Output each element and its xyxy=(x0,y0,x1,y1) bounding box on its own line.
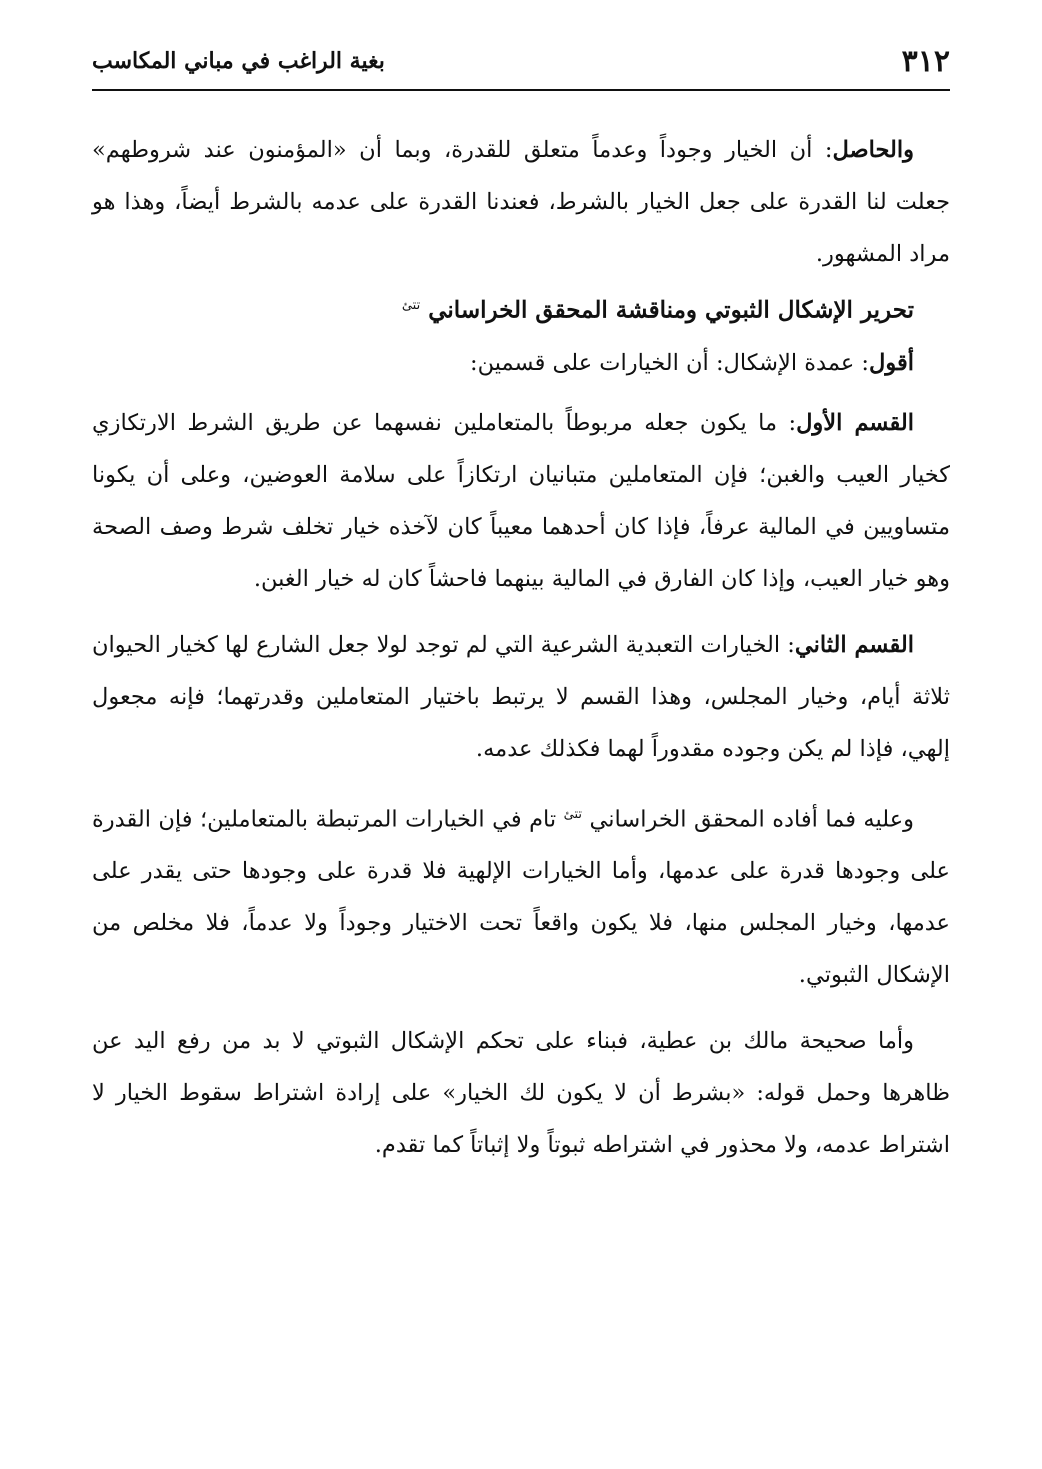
paragraph-lead: والحاصل xyxy=(832,137,914,163)
paragraph-text: وعليه فما أفاده المحقق الخراساني xyxy=(589,806,914,833)
paragraph-lead: أقول xyxy=(869,349,914,376)
paragraph-consequence xyxy=(92,789,950,1002)
paragraph-text: : أن الخيار وجوداً وعدماً متعلق للقدرة، وبما أن «المؤمنون عند شروطهم» جعلت لنا القدرة على جعل الخيار بالشرط، فعندنا القدرة على عدمه بالشرط أيضاً، وهذا هو مراد المشهور. xyxy=(92,137,950,267)
honorific-mark: تتئ xyxy=(401,298,421,313)
section-heading xyxy=(92,280,950,337)
page-number: ٣١٢ xyxy=(901,43,950,79)
paragraph-text: : الخيارات التعبدية الشرعية التي لم توجد لولا جعل الشارع لها كخيار الحيوان ثلاثة أيام، وخيار المجلس، وهذا القسم لا يرتبط باختيار المتعاملين وقدرتهما؛ فإنه مجعول إلهي، فإذا لم يكن وجوده مقدوراً لهما فكذلك عدمه. xyxy=(92,631,950,762)
paragraph-intro xyxy=(92,337,950,389)
paragraph-text: تام في الخيارات المرتبطة بالمتعاملين؛ فإن القدرة على وجودها قدرة على عدمها، وأما الخيارات الإلهية فلا قدرة على وجودها حتى يقدر على عدمها، وخيار المجلس منها، فلا يكون واقعاً تحت الاختيار وجوداً ولا عدماً، فلا مخلص من الإشكال الثبوتي. xyxy=(92,806,950,989)
paragraph-text: : ما يكون جعله مربوطاً بالمتعاملين نفسهما عن طريق الشرط الارتكازي كخيار العيب والغبن؛ فإن المتعاملين متبانيان ارتكازاً على سلامة العوضين، وعلى أن يكونا متساويين في المالية عرفاً، فإذا كان أحدهما معيباً كان لآخذه خيار تخلف شرط وصف الصحة وهو خيار العيب، وإذا كان الفارق في المالية بينهما فاحشاً كان له خيار الغبن. xyxy=(92,409,950,592)
paragraph-conclusion xyxy=(92,124,950,280)
paragraph-text: : عمدة الإشكال: أن الخيارات على قسمين: xyxy=(470,349,870,376)
paragraph-lead: القسم الأول xyxy=(796,409,914,436)
running-title: بغية الراغب في مباني المكاسب xyxy=(92,48,385,74)
section-heading-text: تحرير الإشكال الثبوتي ومناقشة المحقق الخراساني xyxy=(428,296,914,324)
paragraph-lead: القسم الثاني xyxy=(794,631,914,658)
paragraph-text: وأما صحيحة مالك بن عطية، فبناء على تحكم الإشكال الثبوتي لا بد من رفع اليد عن ظاهرها وحمل قوله: «بشرط أن لا يكون لك الخيار» على إرادة اشتراط سقوط الخيار لا اشتراط عدمه، ولا محذور في اشتراطه ثبوتاً ولا إثباتاً كما تقدم. xyxy=(92,1028,950,1159)
honorific-mark: تتئ xyxy=(563,806,582,822)
page-body xyxy=(92,124,950,1171)
paragraph-first-section xyxy=(92,397,950,605)
header-divider xyxy=(92,89,950,91)
paragraph-second-section xyxy=(92,619,950,775)
paragraph-sahiha xyxy=(92,1015,950,1171)
page-header xyxy=(92,38,950,84)
